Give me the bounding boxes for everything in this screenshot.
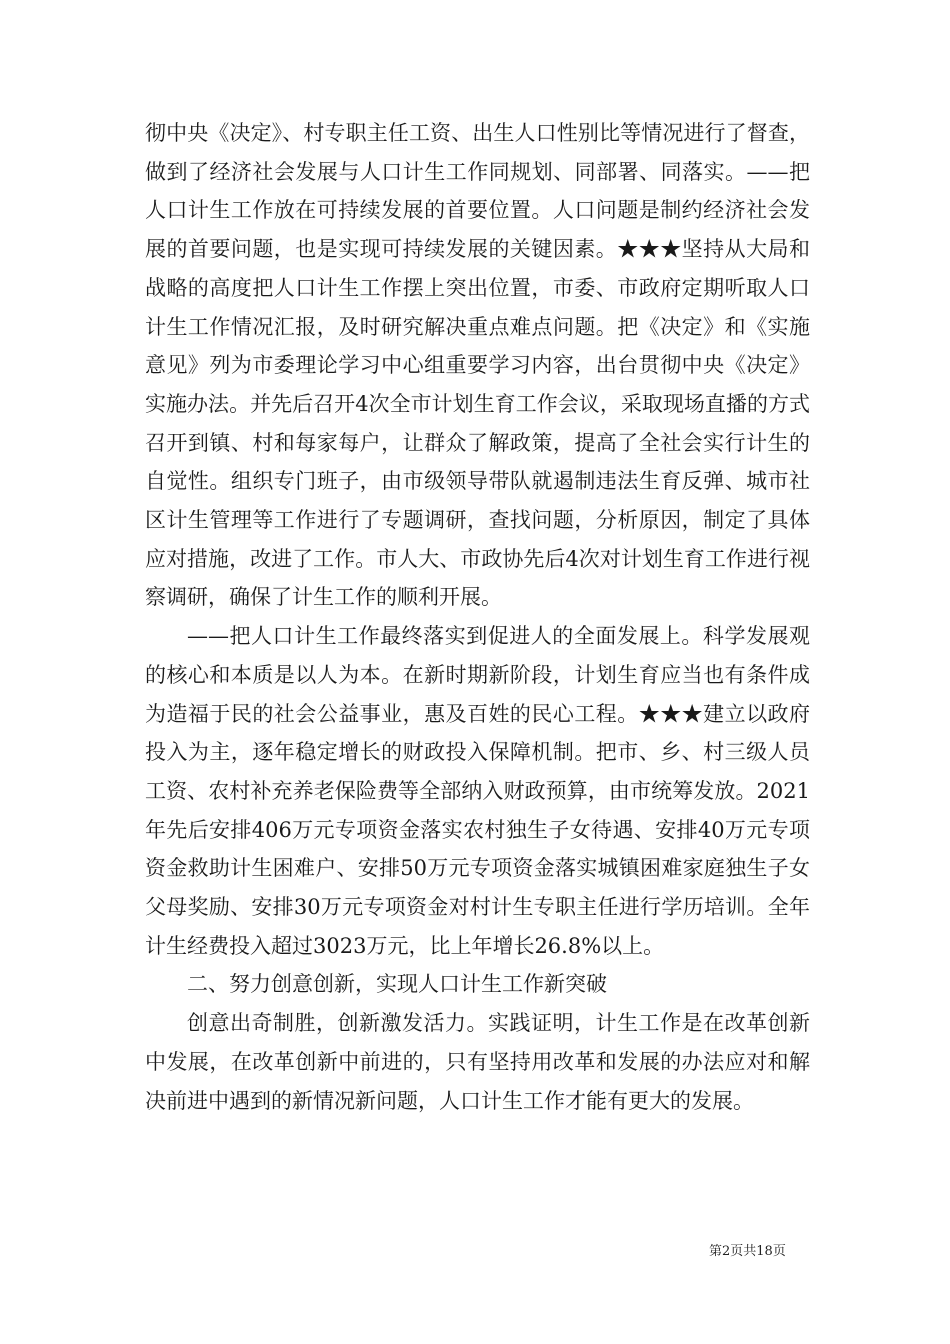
paragraph-2: ——把人口计生工作最终落实到促进人的全面发展上。科学发展观的核心和本质是以人为本。在新时期新阶段，计划生育应当也有条件成为造福于民的社会公益事业，惠及百姓的民心工程。★★★建立以政府投入为主，逐年稳定增长的财政投入保障机制。把市、乡、村三级人员工资、农村补充养老保险费等全部纳入财政预算，由市统筹发放。2021年先后安排406万元专项资金落实农村独生子女待遇、安排40万元专项资金救助计生困难户、安排50万元专项资金落实城镇困难家庭独生子女父母奖励、安排30万元专项资金对村计生专职主任进行学历培训。全年计生经费投入超过3023万元，比上年增长26.8%以上。 <box>145 624 810 958</box>
body-text <box>145 114 810 1120</box>
page-number-footer: 第2页共18页 <box>709 1244 786 1259</box>
paragraph-3: 创意出奇制胜，创新激发活力。实践证明，计生工作是在改革创新中发展，在改革创新中前进的，只有坚持用改革和发展的办法应对和解决前进中遇到的新情况新问题，人口计生工作才能有更大的发展。 <box>145 1011 810 1113</box>
section-heading: 二、努力创意创新，实现人口计生工作新突破 <box>187 972 607 997</box>
paragraph-1: 彻中央《决定》、村专职主任工资、出生人口性别比等情况进行了督查，做到了经济社会发展与人口计生工作同规划、同部署、同落实。——把人口计生工作放在可持续发展的首要位置。人口问题是制约经济社会发展的首要问题，也是实现可持续发展的关键因素。★★★坚持从大局和战略的高度把人口计生工作摆上突出位置，市委、市政府定期听取人口计生工作情况汇报，及时研究解决重点难点问题。把《决定》和《实施意见》列为市委理论学习中心组重要学习内容，出台贯彻中央《决定》实施办法。并先后召开4次全市计划生育工作会议，采取现场直播的方式召开到镇、村和每家每户，让群众了解政策，提高了全社会实行计生的自觉性。组织专门班子，由市级领导带队就遏制违法生育反弹、城市社区计生管理等工作进行了专题调研，查找问题，分析原因，制定了具体应对措施，改进了工作。市人大、市政协先后4次对计划生育工作进行视察调研，确保了计生工作的顺利开展。 <box>145 121 810 610</box>
